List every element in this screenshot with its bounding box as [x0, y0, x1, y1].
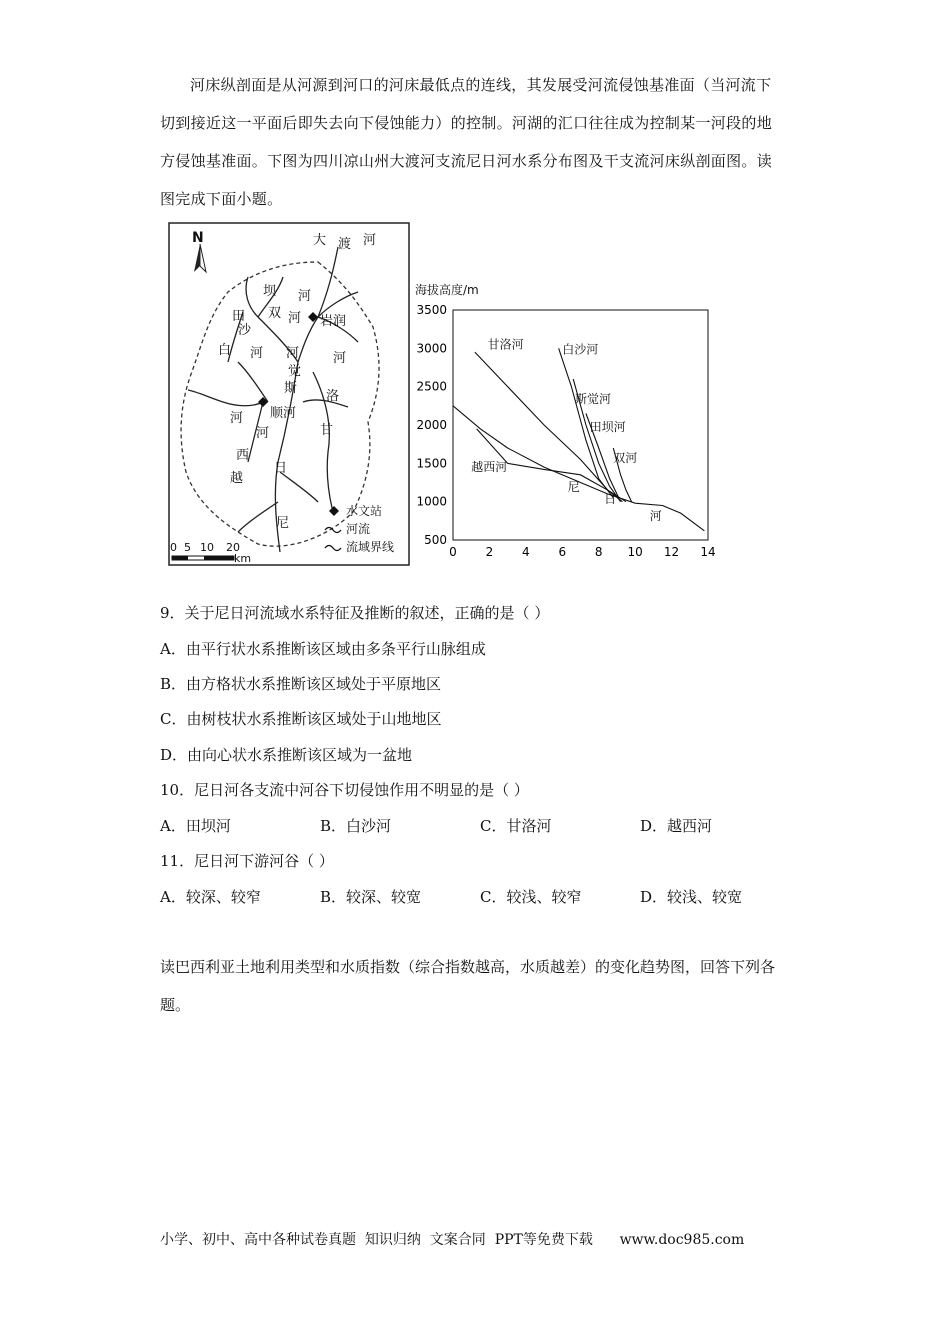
map-label-tianba-2: 河 [298, 289, 312, 304]
x-tick-label: 6 [558, 545, 567, 559]
y-tick-label: 1000 [416, 494, 447, 509]
series-label: 越西河 [471, 460, 508, 474]
question-11-option-c: C．较浅、较窄 [480, 888, 582, 906]
question-11-stem: 11．尼日河下游河谷（ ） [160, 852, 334, 870]
series-label: 白沙河 [562, 342, 599, 357]
map-label-he_he-1: 河 [256, 426, 270, 441]
x-tick-label: 12 [663, 545, 680, 559]
annotation-label: 日 [604, 492, 617, 507]
label-dadu-2: 河 [363, 233, 377, 248]
y-tick-label: 3000 [416, 341, 447, 356]
y-tick-label: 3500 [416, 303, 447, 317]
question-9-option-c: C．由树枝状水系推断该区域处于山地地区 [160, 710, 442, 728]
map-label-tian_sha-1: 沙 [238, 323, 252, 338]
map-label-tianba-0: 坝 [263, 284, 277, 299]
svg-text:岩润: 岩润 [320, 314, 347, 329]
svg-text:km: km [234, 552, 252, 565]
svg-text:尼: 尼 [276, 516, 290, 531]
map-label-he_luo-0: 河 [333, 351, 347, 366]
map-label-bai_he-0: 白 [218, 343, 232, 358]
x-tick-label: 4 [522, 545, 530, 559]
question-11-option-b: B．较深、较宽 [320, 888, 422, 906]
question-11-options [160, 886, 800, 907]
annotation-label: 尼 [567, 479, 580, 494]
map-label-tianba-3: 河 [288, 311, 302, 326]
y-tick-label: 1500 [416, 456, 447, 471]
question-10-stem: 10．尼日河各支流中河谷下切侵蚀作用不明显的是（ ） [160, 781, 529, 799]
question-11-option-a: A．较深、较窄 [160, 888, 261, 906]
svg-text:0: 0 [170, 541, 177, 554]
y-tick-label: 2000 [416, 418, 447, 432]
svg-text:流域界线: 流域界线 [346, 540, 395, 554]
footer: 小学、初中、高中各种试卷真题 知识归纳 文案合同 PPT等免费下载 www.doc985.com [160, 1232, 745, 1248]
question-10-option-c: C．甘洛河 [480, 817, 552, 835]
series-label: 甘洛河 [487, 337, 524, 352]
intro-paragraph: 河床纵剖面是从河源到河口的河床最低点的连线，其发展受河流侵蚀基准面（当河流下切到接近这一平面后即失去向下侵蚀能力）的控制。河湖的汇口往往成为控制某一河段的地方侵蚀基准面。下图为四川凉山州大渡河支流尼日河水系分布图及干支流河床纵剖面图。读图完成下面小题。 [160, 76, 773, 208]
question-9-option-d: D．由向心状水系推断该区域为一盆地 [160, 746, 413, 764]
svg-text:甘: 甘 [320, 423, 334, 438]
map-label-sijue-0: 河 [286, 346, 300, 361]
x-tick-label: 0 [449, 545, 457, 559]
x-tick-label: 10 [627, 545, 643, 559]
intro-paragraph-2: 读巴西利亚土地利用类型和水质指数（综合指数越高，水质越差）的变化趋势图，回答下列各题。 [160, 958, 776, 1014]
svg-text:5: 5 [184, 541, 191, 554]
svg-text:河流: 河流 [346, 522, 371, 536]
y-tick-label: 500 [424, 533, 447, 547]
x-tick-label: 14 [700, 545, 716, 559]
question-10-option-b: B．白沙河 [320, 817, 392, 835]
question-10-options [160, 815, 800, 836]
svg-text:N: N [192, 230, 204, 246]
x-tick-label: 2 [485, 545, 494, 559]
series-label: 双河 [613, 450, 638, 465]
chart-ylabel: 海拔高度/m [415, 283, 479, 297]
question-9-stem: 9．关于尼日河流域水系特征及推断的叙述，正确的是（ ） [160, 604, 550, 622]
svg-text:水文站: 水文站 [346, 504, 383, 518]
svg-text:顺河: 顺河 [270, 406, 297, 421]
map-label-he_luo-1: 洛 [326, 389, 340, 404]
map-label-xi_yue-0: 西 [236, 448, 250, 463]
map-label-bai_he-1: 河 [250, 346, 264, 361]
river-map [168, 222, 413, 567]
x-tick-label: 8 [594, 545, 603, 559]
figure [168, 222, 728, 572]
series-label: 田坝河 [589, 420, 626, 435]
annotation-label: 河 [649, 509, 662, 524]
map-label-sijue-1: 觉 [288, 364, 302, 379]
svg-text:20: 20 [226, 541, 240, 554]
question-11-option-d: D．较浅、较宽 [640, 888, 743, 906]
svg-text:10: 10 [200, 541, 214, 554]
question-10-option-d: D．越西河 [640, 817, 713, 835]
question-9-option-b: B．由方格状水系推断该区域处于平原地区 [160, 675, 442, 693]
svg-text:日: 日 [274, 461, 288, 476]
map-label-xi_yue-1: 越 [230, 471, 244, 486]
profile-chart [413, 280, 728, 575]
label-dadu-0: 大 [313, 233, 327, 248]
map-label-sijue-2: 斯 [284, 381, 298, 396]
map-label-tianba-1: 双 [268, 306, 282, 321]
map-label-he_he-0: 河 [230, 411, 244, 426]
series-label: 斯觉河 [575, 391, 612, 406]
y-tick-label: 2500 [416, 379, 447, 394]
question-10-option-a: A．田坝河 [160, 817, 231, 835]
label-dadu-1: 渡 [338, 237, 352, 252]
map-label-tian_sha-0: 田 [232, 309, 246, 324]
question-9-option-a: A．由平行状水系推断该区域由多条平行山脉组成 [160, 640, 486, 658]
